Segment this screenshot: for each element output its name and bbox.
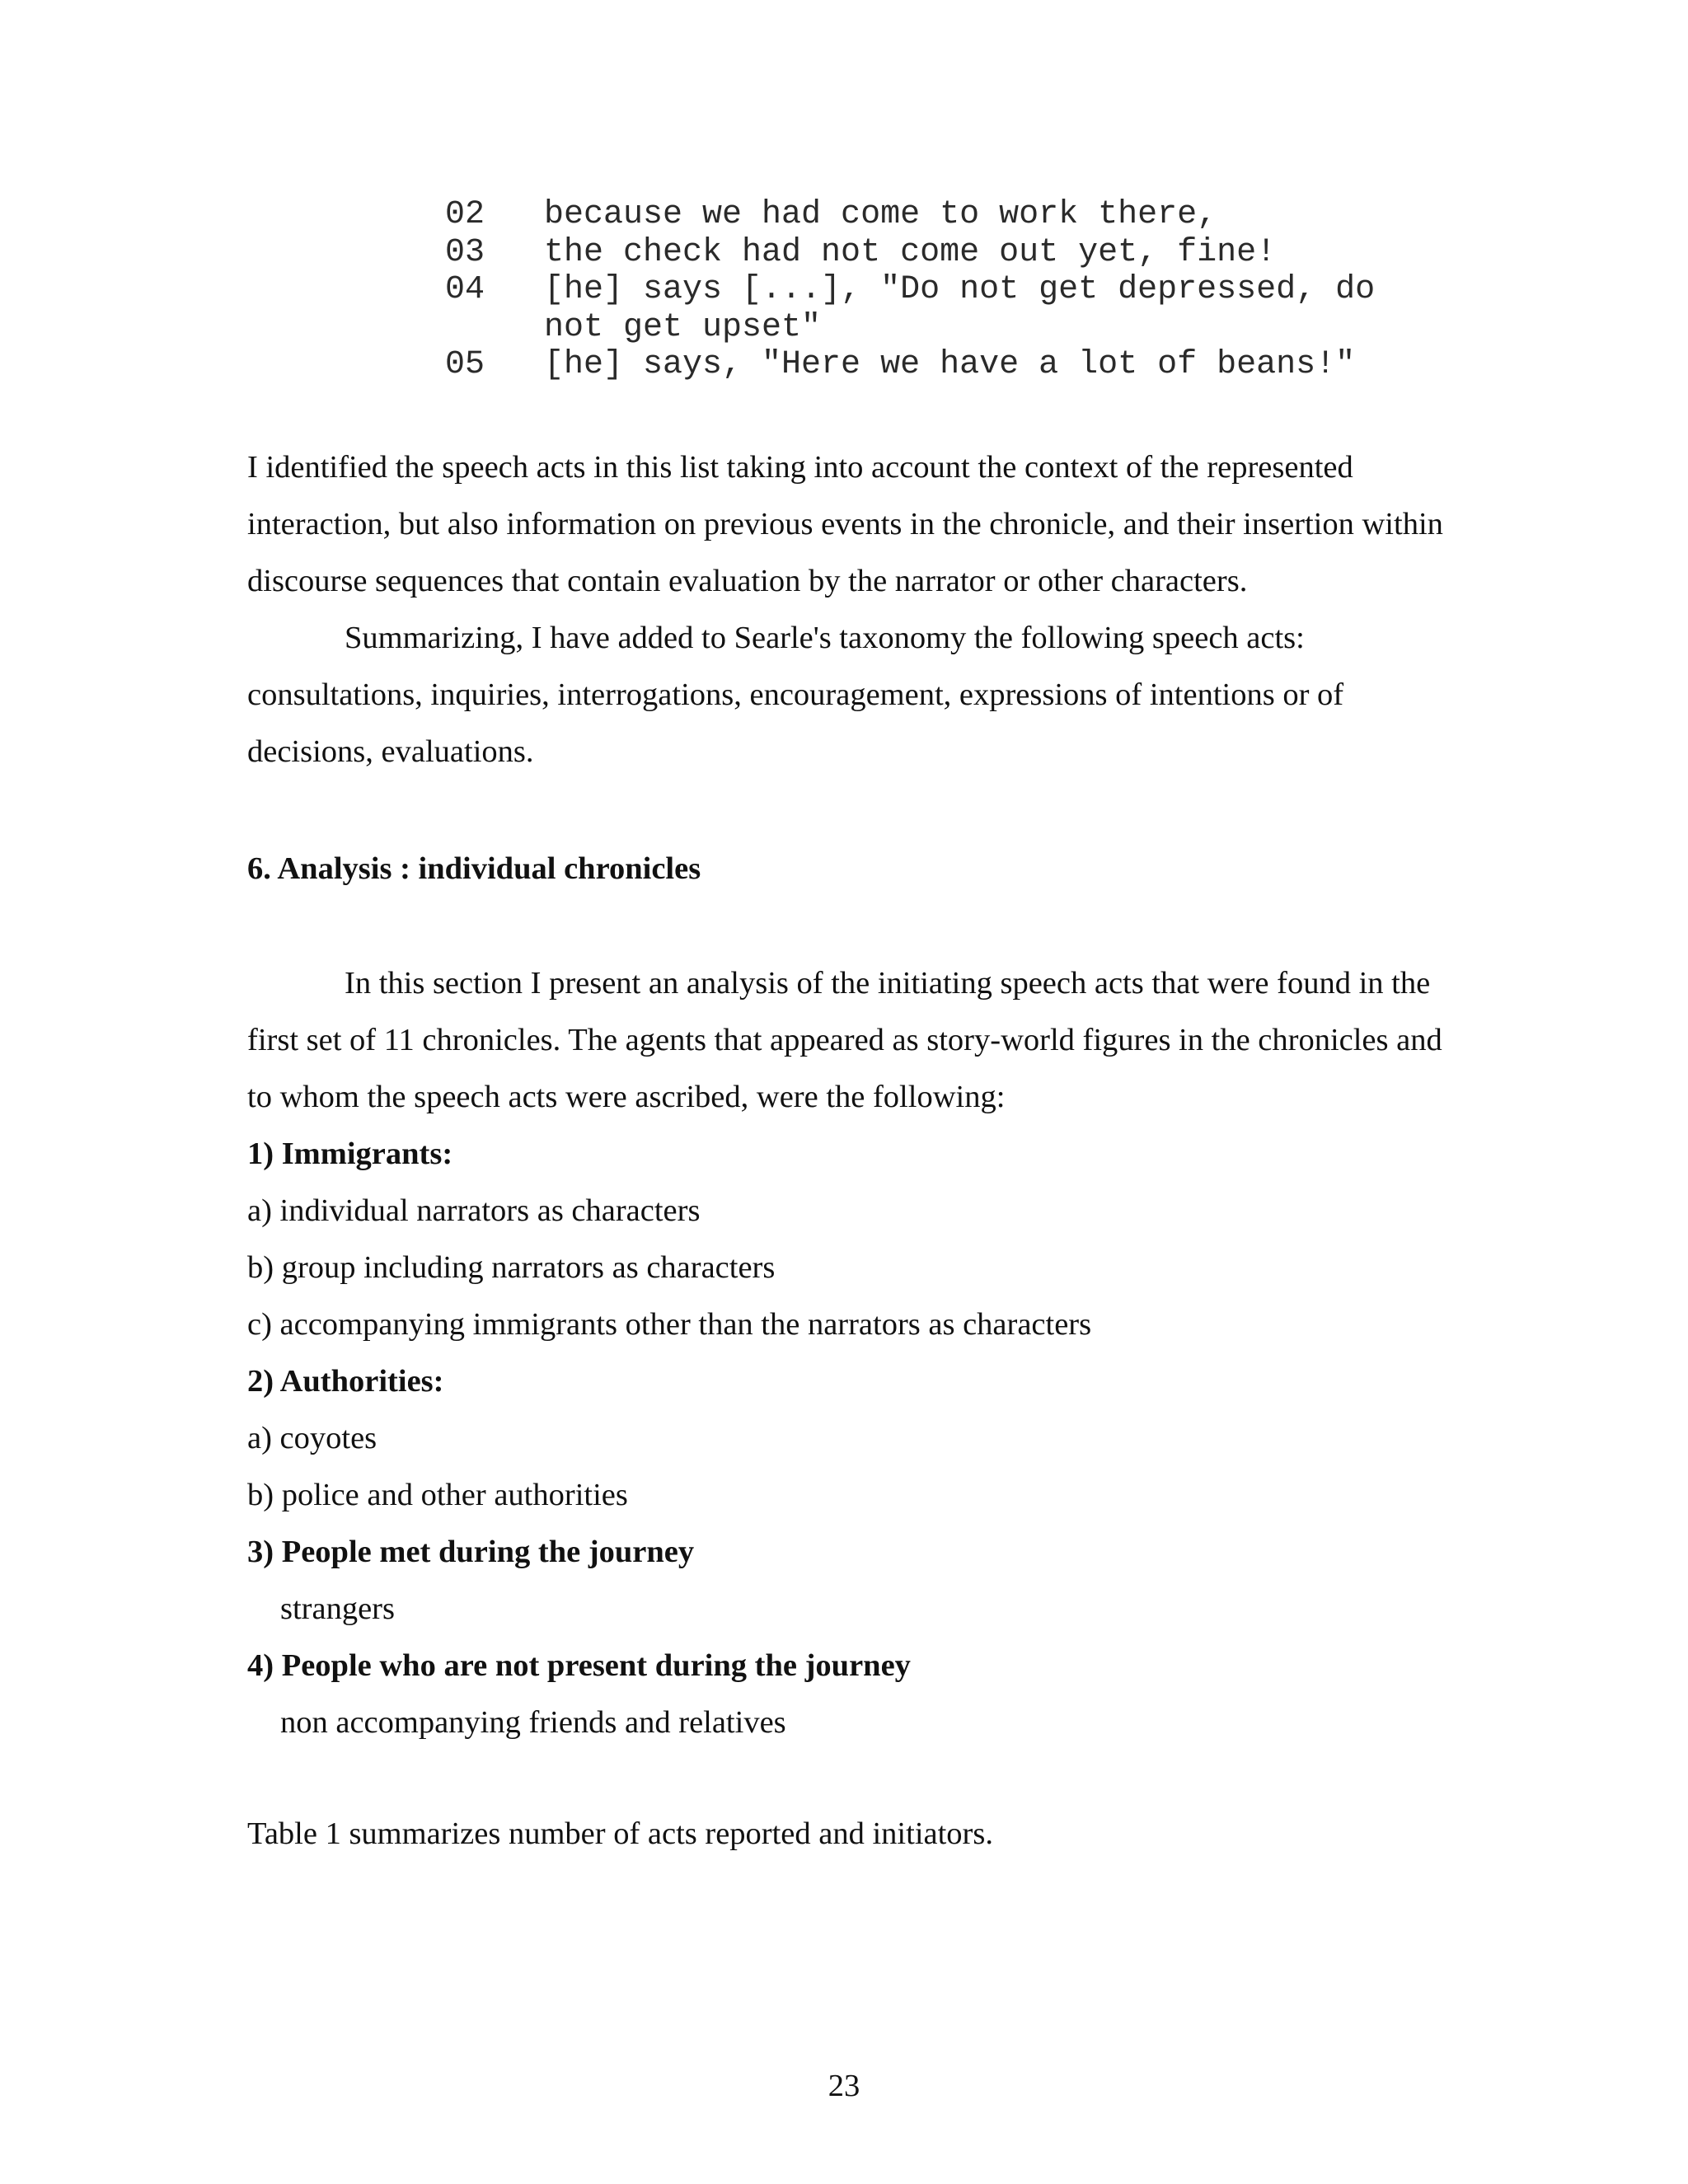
line-text: [he] says, "Here we have a lot of beans!" (544, 346, 1356, 383)
line-text: not get upset" (544, 308, 822, 346)
line-number (445, 309, 544, 347)
body-section-1 (247, 439, 1467, 780)
line-number: 02 (445, 196, 485, 233)
page-number: 23 (828, 2069, 860, 2103)
line-number: 04 (445, 271, 485, 308)
line-number: 05 (445, 346, 485, 383)
line-text: because we had come to work there, (544, 196, 1217, 233)
section-heading: 6. Analysis : individual chronicles (247, 851, 701, 886)
list-heading-authorities: 2) Authorities: (247, 1364, 444, 1399)
line-number: 03 (445, 233, 485, 271)
list-item: strangers (280, 1591, 395, 1626)
list-item: a) individual narrators as characters (247, 1193, 701, 1228)
list-item: non accompanying friends and relatives (280, 1705, 786, 1740)
transcript-line (445, 346, 1375, 384)
paragraph-summary: Summarizing, I have added to Searle's taxonomy the following speech acts: consultations, inquiries, interrogations, encouragement, expressions of intentions or of decisions, evaluations. (247, 621, 1344, 769)
transcript-line (445, 196, 1375, 234)
paragraph-analysis-intro: In this section I present an analysis of the initiating speech acts that were found in the first set of 11 chronicles. The agents that appeared as story-world figures in the chronicles and to whom the speech acts were ascribed, were the following: (247, 966, 1442, 1114)
list-heading-not-present: 4) People who are not present during the journey (247, 1648, 911, 1683)
transcript-line (445, 271, 1375, 309)
list-item: b) group including narrators as characters (247, 1250, 776, 1285)
closing-sentence: Table 1 summarizes number of acts reported and initiators. (247, 1816, 993, 1851)
body-section-2 (247, 955, 1467, 1126)
paragraph-speech-acts: I identified the speech acts in this list taking into account the context of the represented interaction, but also information on previous events in the chronicle, and their insertion within discourse sequences that contain evaluation by the narrator or other characters. (247, 450, 1443, 598)
list-heading-people-met: 3) People met during the journey (247, 1535, 695, 1569)
transcript-line-continuation (445, 309, 1375, 347)
list-item: a) coyotes (247, 1421, 377, 1455)
agent-list (247, 1126, 1467, 1751)
transcript-excerpt (445, 196, 1375, 384)
line-text: [he] says [...], "Do not get depressed, do (544, 271, 1376, 308)
transcript-line (445, 234, 1375, 272)
list-heading-immigrants: 1) Immigrants: (247, 1137, 453, 1171)
list-item: b) police and other authorities (247, 1478, 628, 1512)
line-text: the check had not come out yet, fine! (544, 233, 1277, 271)
list-item: c) accompanying immigrants other than the narrators as characters (247, 1307, 1092, 1342)
